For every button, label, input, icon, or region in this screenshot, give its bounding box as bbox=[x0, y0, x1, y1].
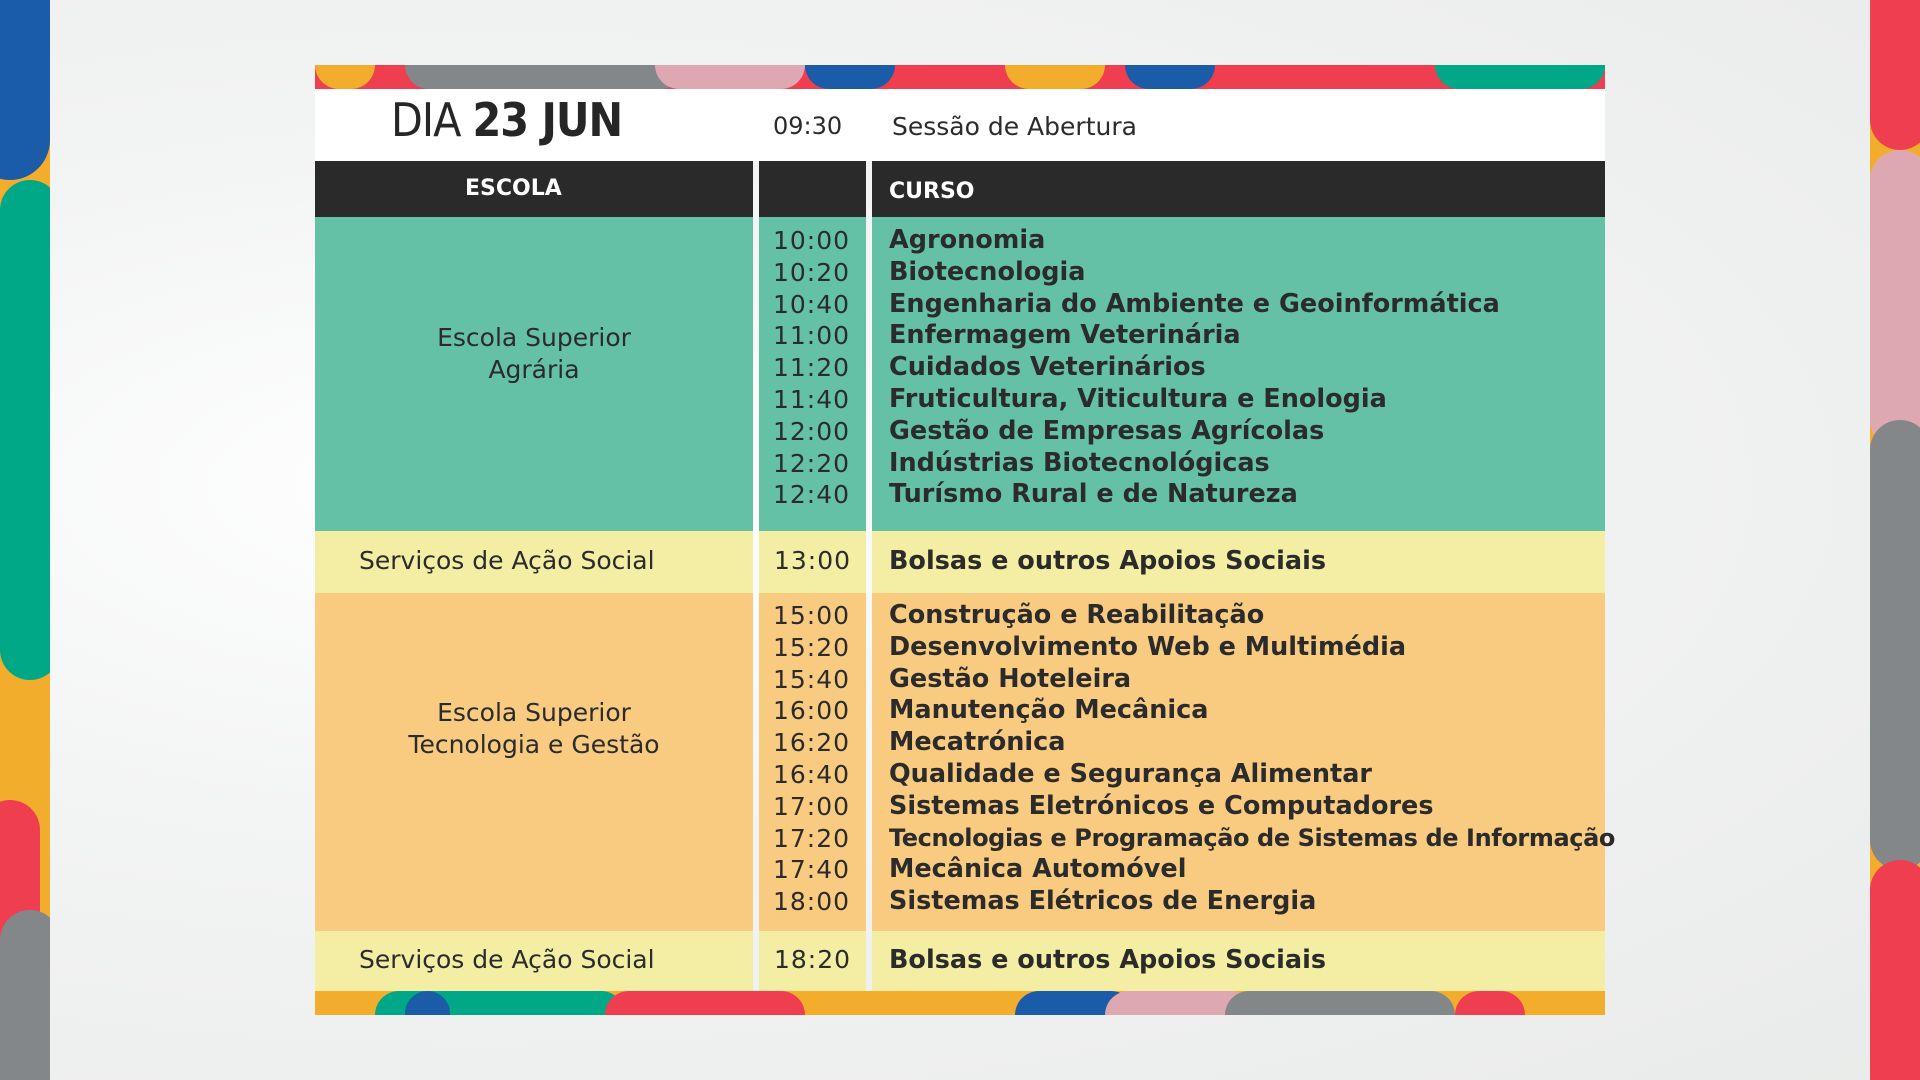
course-name: Biotecnologia bbox=[889, 256, 1086, 287]
course-name: Turísmo Rural e de Natureza bbox=[889, 479, 1298, 510]
session-time: 15:00 bbox=[773, 601, 851, 630]
session-time: 12:40 bbox=[773, 480, 851, 510]
session-time: 11:00 bbox=[773, 321, 851, 351]
session-time: 15:40 bbox=[773, 664, 851, 694]
course-name: Bolsas e outros Apoios Sociais bbox=[889, 546, 1327, 576]
top-color-band bbox=[315, 65, 1605, 89]
column-header-course bbox=[872, 161, 1605, 217]
session-time: 16:40 bbox=[773, 759, 851, 789]
column-header-time bbox=[759, 161, 866, 217]
session-time: 15:20 bbox=[773, 632, 851, 662]
course-name: Sistemas Eletrónicos e Computadores bbox=[889, 790, 1434, 821]
course-name: Indústrias Biotecnológicas bbox=[889, 447, 1270, 478]
bottom-color-band bbox=[315, 991, 1605, 1015]
session-time: 16:20 bbox=[773, 728, 851, 758]
column-header-school-label: ESCOLA bbox=[465, 176, 562, 201]
block-agraria bbox=[315, 217, 1605, 531]
day-title bbox=[391, 93, 622, 147]
session-time: 18:20 bbox=[774, 945, 852, 974]
column-header-school bbox=[315, 161, 753, 217]
time-list-agraria bbox=[773, 225, 850, 511]
session-time: 18:00 bbox=[773, 887, 851, 917]
decor-shape bbox=[0, 0, 50, 180]
session-time: 10:20 bbox=[773, 257, 851, 287]
course-name: Bolsas e outros Apoios Sociais bbox=[889, 945, 1327, 975]
column-header-course-label: CURSO bbox=[889, 179, 975, 204]
session-time: 17:40 bbox=[773, 855, 851, 885]
course-name: Fruticultura, Viticultura e Enologia bbox=[889, 383, 1387, 414]
session-time: 17:20 bbox=[773, 823, 851, 853]
opening-title: Sessão de Abertura bbox=[892, 112, 1137, 141]
day-prefix: DIA bbox=[391, 93, 461, 147]
session-time: 10:00 bbox=[773, 226, 851, 255]
course-name: Manutenção Mecânica bbox=[889, 695, 1209, 726]
block-social-2 bbox=[315, 931, 1605, 991]
time-list-estg bbox=[773, 600, 850, 918]
school-name-agraria: Escola Superior Agrária bbox=[437, 323, 631, 384]
course-name: Gestão Hoteleira bbox=[889, 663, 1132, 694]
course-name: Gestão de Empresas Agrícolas bbox=[889, 415, 1325, 446]
course-name: Tecnologias e Programação de Sistemas de Informação bbox=[889, 823, 1615, 852]
session-time: 12:20 bbox=[773, 448, 851, 478]
course-name: Enfermagem Veterinária bbox=[889, 320, 1241, 351]
decor-shape bbox=[1870, 0, 1920, 150]
course-name: Agronomia bbox=[889, 225, 1046, 255]
session-time: 12:00 bbox=[773, 416, 851, 446]
course-list-estg bbox=[889, 600, 1615, 918]
course-list-agraria bbox=[889, 225, 1500, 511]
course-name: Qualidade e Segurança Alimentar bbox=[889, 758, 1372, 789]
decor-shape bbox=[0, 910, 50, 1080]
session-time: 13:00 bbox=[774, 546, 852, 575]
opening-time: 09:30 bbox=[773, 112, 843, 140]
course-name: Mecânica Automóvel bbox=[889, 854, 1187, 885]
day-date: 23 JUN bbox=[472, 93, 623, 147]
block-social-1 bbox=[315, 531, 1605, 593]
day-header bbox=[315, 89, 1605, 161]
course-name: Mecatrónica bbox=[889, 727, 1066, 758]
session-time: 11:40 bbox=[773, 384, 851, 414]
school-name-social-1: Serviços de Ação Social bbox=[359, 546, 655, 575]
right-decorative-strip bbox=[1870, 0, 1920, 1080]
school-name-social-2: Serviços de Ação Social bbox=[359, 945, 655, 974]
session-time: 16:00 bbox=[773, 696, 851, 726]
block-estg bbox=[315, 593, 1615, 931]
schedule-card bbox=[315, 65, 1615, 1015]
session-time: 10:40 bbox=[773, 289, 851, 319]
school-name-estg: Escola Superior Tecnologia e Gestão bbox=[408, 698, 660, 759]
course-name: Sistemas Elétricos de Energia bbox=[889, 886, 1317, 917]
course-name: Construção e Reabilitação bbox=[889, 600, 1265, 630]
decor-shape bbox=[0, 180, 50, 680]
course-name: Engenharia do Ambiente e Geoinformática bbox=[889, 288, 1500, 319]
session-time: 11:20 bbox=[773, 353, 851, 383]
session-time: 17:00 bbox=[773, 791, 851, 821]
left-decorative-strip bbox=[0, 0, 50, 1080]
decor-shape bbox=[1870, 420, 1920, 870]
course-name: Cuidados Veterinários bbox=[889, 352, 1206, 383]
decor-shape bbox=[1870, 860, 1920, 1080]
decor-shape bbox=[1870, 150, 1920, 450]
course-name: Desenvolvimento Web e Multimédia bbox=[889, 631, 1407, 662]
